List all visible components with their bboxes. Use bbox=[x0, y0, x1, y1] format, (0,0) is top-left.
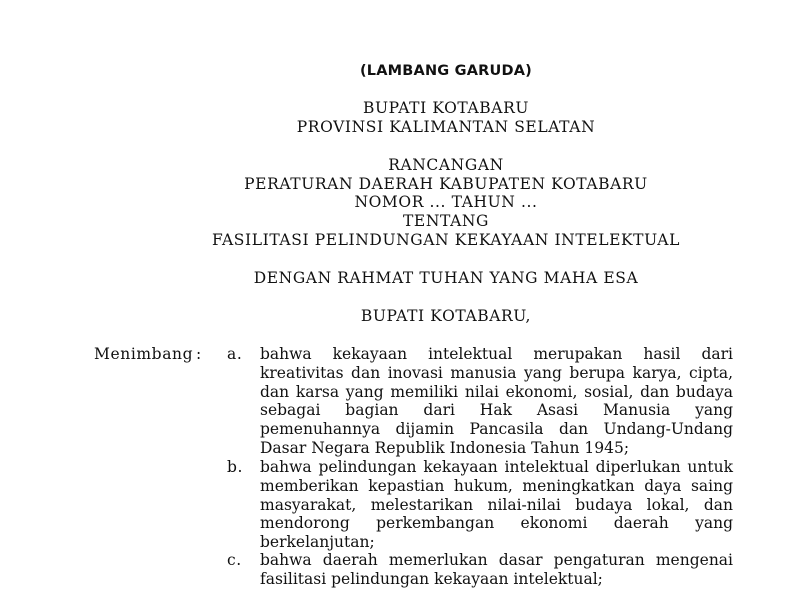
consideration-letter-a: a. bbox=[227, 345, 243, 363]
title-tentang: TENTANG bbox=[402, 212, 490, 230]
menimbang-label: Menimbang bbox=[94, 345, 194, 363]
title-rancangan: RANCANGAN bbox=[388, 156, 504, 174]
preamble-rahmat: DENGAN RAHMAT TUHAN YANG MAHA ESA bbox=[253, 269, 639, 287]
consideration-letter-b: b. bbox=[227, 458, 244, 476]
consideration-text-b: bahwa pelindungan kekayaan intelektual diperlukan untuk memberikan kepastian hukum, meningkatkan daya saing masyarakat, melestarikan nilai-nilai budaya lokal, dan mendorong perkembangan ekonomi daerah yang berkelanjutan; bbox=[260, 458, 733, 552]
consideration-letter-c: c. bbox=[227, 551, 242, 569]
title-subject: FASILITASI PELINDUNGAN KEKAYAAN INTELEKTUAL bbox=[211, 231, 680, 249]
menimbang-colon: : bbox=[196, 345, 202, 363]
preamble-bupati: BUPATI KOTABARU, bbox=[360, 307, 532, 325]
lambang-garuda-placeholder: (LAMBANG GARUDA) bbox=[359, 63, 533, 79]
consideration-text-c: bahwa daerah memerlukan dasar pengaturan mengenai fasilitasi pelindungan kekayaan intelektual; bbox=[260, 551, 733, 588]
header-provinsi: PROVINSI KALIMANTAN SELATAN bbox=[296, 118, 596, 136]
header-bupati: BUPATI KOTABARU bbox=[362, 99, 530, 117]
consideration-text-a: bahwa kekayaan intelektual merupakan hasil dari kreativitas dan inovasi manusia yang berupa karya, cipta, dan karsa yang memiliki nilai ekonomi, sosial, dan budaya sebagai bagian dari Hak Asasi Manusia yang pemenuhannya dijamin Pancasila dan Undang-Undang Dasar Negara Republik Indonesia Tahun 1945; bbox=[260, 345, 733, 457]
title-nomor: NOMOR ... TAHUN ... bbox=[354, 193, 538, 211]
title-peraturan: PERATURAN DAERAH KABUPATEN KOTABARU bbox=[244, 175, 648, 193]
